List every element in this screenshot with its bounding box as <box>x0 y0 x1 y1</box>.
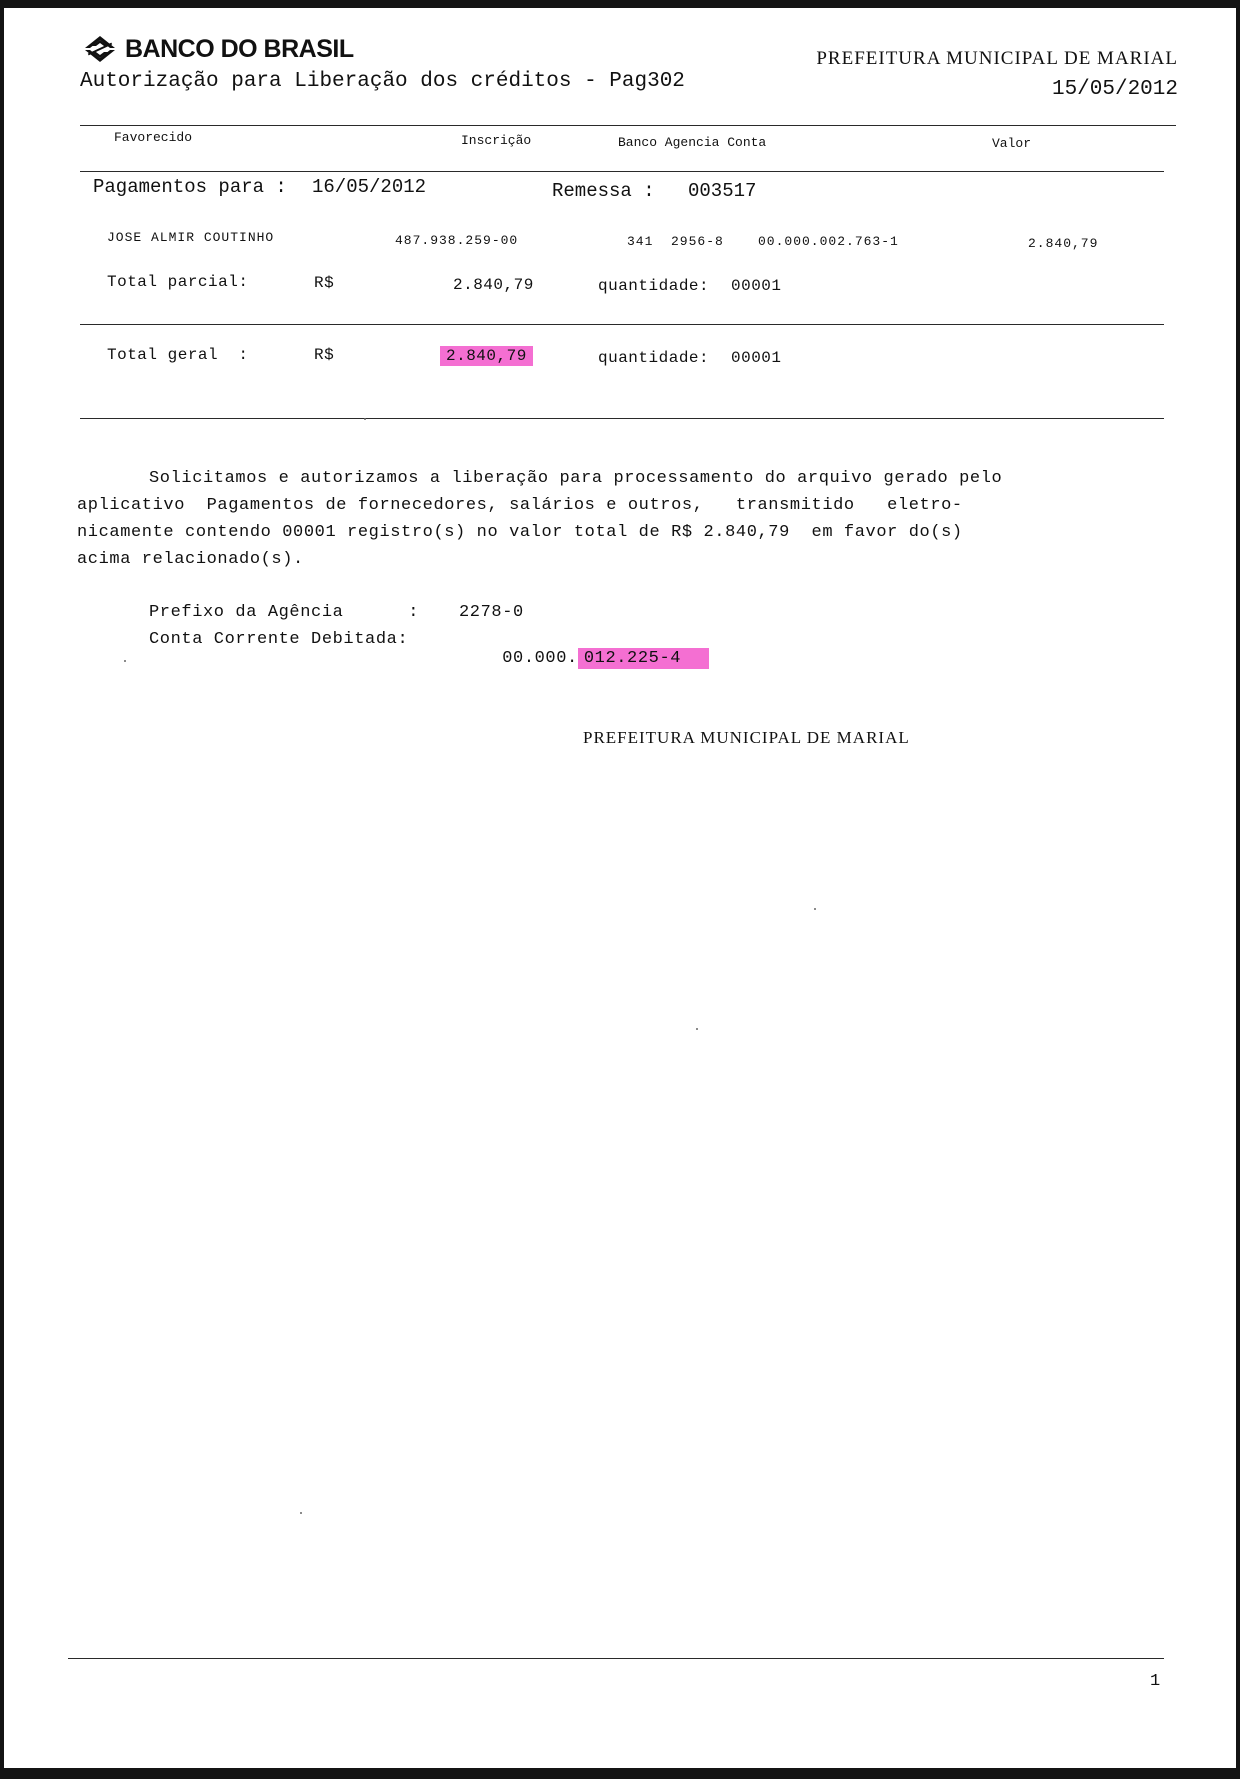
column-banco-agencia-conta: Banco Agencia Conta <box>618 135 767 150</box>
prefixo-agencia-value: 2278-0 <box>459 603 524 622</box>
record-inscricao: 487.938.259-00 <box>395 233 519 248</box>
total-parcial-quantidade-value: 00001 <box>731 277 782 295</box>
scan-speck <box>124 660 126 662</box>
header-date: 15/05/2012 <box>1051 78 1178 101</box>
scan-speck <box>814 908 816 910</box>
scan-speck <box>300 1512 302 1514</box>
document-title: Autorização para Liberação dos créditos - Pag302 <box>80 70 685 93</box>
column-favorecido: Favorecido <box>114 130 193 145</box>
total-geral-currency: R$ <box>314 346 335 364</box>
scan-speck <box>696 1028 698 1030</box>
subtotal-divider <box>80 324 1164 325</box>
scan-speck <box>364 418 366 420</box>
record-valor: 2.840,79 <box>1028 236 1099 251</box>
banco-do-brasil-logo-icon <box>83 34 117 64</box>
paragraph-line-2: aplicativo Pagamentos de fornecedores, salários e outros, transmitido eletro- <box>77 496 963 515</box>
bank-name: BANCO DO BRASIL <box>125 34 354 63</box>
payments-label: Pagamentos para : <box>93 176 287 198</box>
conta-debitada-prefix: 00.000. <box>502 649 578 668</box>
total-geral-quantidade-label: quantidade: <box>598 349 710 367</box>
header-entity: PREFEITURA MUNICIPAL DE MARIAL <box>816 48 1178 69</box>
record-banco-agencia: 341 2956-8 <box>627 234 724 249</box>
signature-entity: PREFEITURA MUNICIPAL DE MARIAL <box>583 728 910 747</box>
document-page <box>4 8 1236 1768</box>
total-parcial-quantidade-label: quantidade: <box>598 277 710 295</box>
column-inscricao: Inscrição <box>461 133 532 148</box>
paragraph-line-4: acima relacionado(s). <box>77 550 304 569</box>
total-geral-quantidade-value: 00001 <box>731 349 782 367</box>
page-number: 1 <box>1150 1672 1161 1691</box>
bank-logo <box>83 34 354 64</box>
remessa-value: 003517 <box>688 180 757 202</box>
totals-divider <box>80 418 1164 419</box>
paragraph-line-1: Solicitamos e autorizamos a liberação para processamento do arquivo gerado pelo <box>149 469 1003 488</box>
total-parcial-label: Total parcial: <box>107 273 249 291</box>
columns-divider <box>80 171 1164 172</box>
total-parcial-value: 2.840,79 <box>453 276 534 294</box>
payments-date: 16/05/2012 <box>312 176 427 198</box>
paragraph-line-3: nicamente contendo 00001 registro(s) no valor total de R$ 2.840,79 em favor do(s) <box>77 523 963 542</box>
column-valor: Valor <box>992 136 1032 151</box>
footer-divider <box>68 1658 1164 1659</box>
record-conta: 00.000.002.763-1 <box>758 234 899 249</box>
total-geral-value: 2.840,79 <box>440 346 533 366</box>
record-name: JOSE ALMIR COUTINHO <box>107 230 275 245</box>
prefixo-agencia-label: Prefixo da Agência : <box>149 603 420 622</box>
conta-debitada-highlight: 012.225-4 <box>578 648 709 669</box>
total-geral-label: Total geral : <box>107 346 249 364</box>
header-divider <box>80 125 1176 126</box>
remessa-label: Remessa : <box>552 180 655 202</box>
total-parcial-currency: R$ <box>314 274 335 292</box>
conta-debitada-label: Conta Corrente Debitada: <box>149 630 409 649</box>
